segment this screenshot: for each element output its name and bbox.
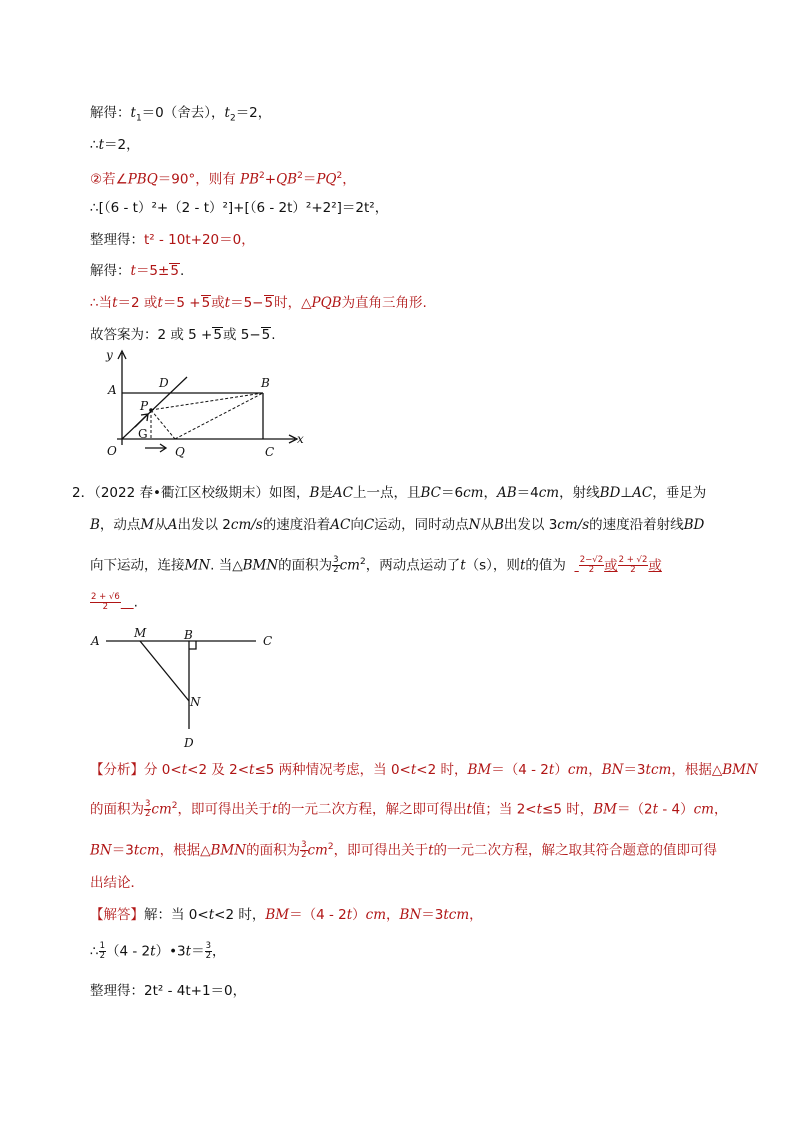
label-q: Q [175, 445, 185, 459]
fraction-3-2: $\frac{3}{2}$ [333, 555, 339, 575]
label-g: G [138, 427, 148, 441]
analysis-line-2: 的面积为 $\frac{3}{2}$ $cm^2$，即可得出关于t的一元二次方程，解之即可得出t值；当 2<t≤5 时，BM＝（2t - 4）cm， [90, 799, 728, 819]
problem2-line-3: 向下运动，连接MN. 当△BMN的面积为 $\frac{3}{2}$ $cm^2$，两动点运动了t（s），则t的值为 $\frac{2-√2}{2}$ 或 $\frac{2 + √2}{2}$ 或 [90, 555, 662, 575]
answer-line-1: 【解答】解：当 0<t<2 时，BM＝（4 - 2t）cm，BN＝3tcm， [90, 907, 483, 923]
figure-rectangle-diagram [95, 345, 335, 465]
label-m: M [134, 626, 147, 640]
problem2-line-1: 2．（2022 春•衢江区校级期末）如图，B是AC上一点，且BC＝6cm，AB＝4cm，射线BD⊥AC，垂足为 [72, 485, 707, 501]
label-a2: A [91, 634, 100, 648]
solution-line-4: ∴[（6 - t）²+（2 - t）²]+[（6 - 2t）²+2²]＝2t²， [90, 200, 389, 216]
label-n: N [190, 695, 201, 709]
label-c: C [265, 445, 275, 459]
label-a: A [108, 383, 117, 397]
problem2-line-4: $\frac{2 + √6}{2}$ . [91, 592, 138, 612]
figure-line-segment-diagram [88, 625, 288, 750]
problem2-line-2: B，动点M从A出发以 2cm/s的速度沿着AC向C运动，同时动点N从B出发以 3cm/s的速度沿着射线BD [90, 517, 705, 533]
answer-line-3: 整理得：2t² - 4t+1＝0， [90, 983, 247, 999]
solution-line-8: 故答案为：2 或 5 +5或 5−5. [90, 327, 276, 343]
solution-line-7: ∴当t＝2 或t＝5 +5或t＝5−5时，△PQB为直角三角形. [90, 295, 427, 311]
solution-line-6: 解得：t＝5±5. [90, 263, 185, 279]
analysis-line-4: 出结论． [90, 875, 144, 891]
diagonal-od [122, 377, 187, 439]
analysis-line-3: BN＝3tcm，根据△BMN的面积为 $\frac{3}{2}$ $cm^2$，即可得出关于t的一元二次方程，解之取其符合题意的值即可得 [90, 840, 718, 860]
solution-line-2: ∴t＝2， [90, 137, 140, 153]
label-p: P [140, 399, 149, 413]
label-o: O [107, 444, 117, 458]
answer-blank: $\frac{2-√2}{2}$ 或 $\frac{2 + √2}{2}$ 或 [579, 555, 662, 575]
solution-line-1: 解得：$t_1=0$（舍去），$t_2=2$， [90, 105, 272, 124]
label-c2: C [263, 634, 273, 648]
arrow-p [135, 415, 147, 427]
segment-mn [140, 641, 189, 701]
analysis-line-1: 【分析】分 0<t<2 及 2<t≤5 两种情况考虑，当 0<t<2 时，BM＝（4 - 2t）cm，BN＝3tcm，根据△BMN [90, 762, 758, 778]
label-d: D [159, 376, 169, 390]
label-x: x [297, 432, 304, 446]
label-y: y [106, 348, 113, 362]
label-b2: B [184, 628, 193, 642]
answer-line-2: ∴ $\frac{1}{2}$ （4 - 2t）•3t＝ $\frac{3}{2}$ ， [90, 941, 226, 961]
right-angle-mark [189, 641, 196, 649]
label-b: B [261, 376, 270, 390]
label-d2: D [184, 736, 194, 750]
point-p [149, 408, 153, 412]
solution-line-5: 整理得：t² - 10t+20＝0， [90, 232, 255, 248]
dash-qb [175, 393, 263, 439]
dash-pq [151, 410, 175, 439]
solution-line-3: ②若∠PBQ＝90°，则有 $PB^2+QB^2=PQ^2$， [90, 171, 356, 188]
